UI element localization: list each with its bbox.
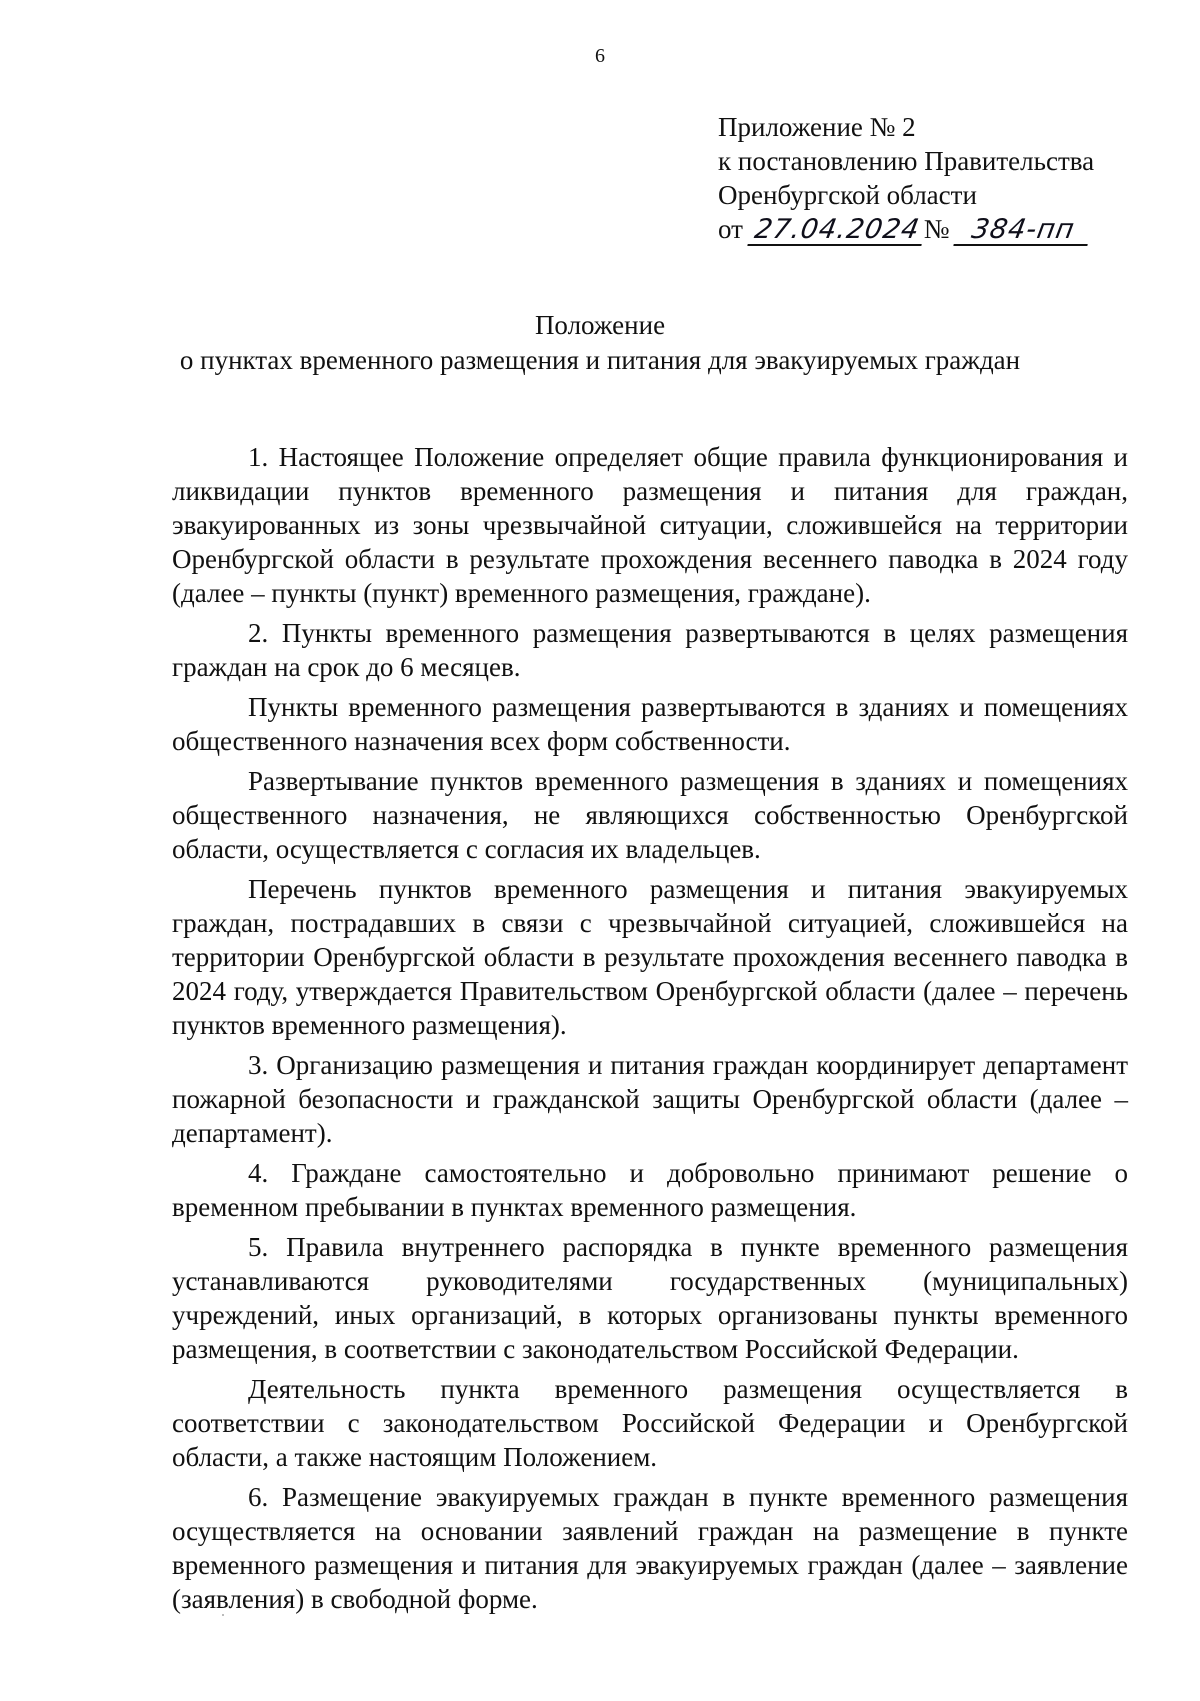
- paragraph-7: 4. Граждане самостоятельно и добровольно принимают решение о временном пребывании в пунктах временного размещения.: [172, 1158, 1128, 1222]
- title-heading: Положение: [534, 310, 666, 340]
- paragraph-3: Пункты временного размещения развертываются в зданиях и помещениях общественного назначения всех форм собственности.: [172, 692, 1128, 756]
- document-title: [0, 308, 1200, 378]
- paragraph-5: Перечень пунктов временного размещения и питания эвакуируемых граждан, пострадавших в связи с чрезвычайной ситуацией, сложившейся на территории Оренбургской области в результате прохождения весеннего паводка в 2024 году, утверждается Правительством Оренбургской области (далее – перечень пунктов временного размещения).: [172, 874, 1128, 1040]
- appendix-date-line: [718, 212, 1158, 246]
- scan-speck: [222, 1614, 224, 1616]
- title-subheading: о пунктах временного размещения и питания для эвакуируемых граждан: [179, 345, 1021, 375]
- date-prefix: от: [718, 214, 743, 244]
- document-body: [172, 440, 1128, 1622]
- paragraph-2: 2. Пункты временного размещения развертываются в целях размещения граждан на срок до 6 месяцев.: [172, 618, 1128, 682]
- paragraph-1: 1. Настоящее Положение определяет общие правила функционирования и ликвидации пунктов временного размещения и питания для граждан, эвакуированных из зоны чрезвычайной ситуации, сложившейся на территории Оренбургской области в результате прохождения весеннего паводка в 2024 году (далее – пункты (пункт) временного размещения, граждане).: [172, 442, 1128, 608]
- number-prefix: №: [923, 214, 950, 244]
- handwritten-date: 27.04.2024: [747, 216, 926, 246]
- paragraph-6: 3. Организацию размещения и питания граждан координирует департамент пожарной безопасности и гражданской защиты Оренбургской области (далее – департамент).: [172, 1050, 1128, 1148]
- appendix-line-3: Оренбургской области: [718, 180, 977, 210]
- appendix-line-1: Приложение № 2: [718, 112, 916, 142]
- handwritten-number: 384-пп: [954, 216, 1093, 246]
- appendix-header: [718, 110, 1158, 246]
- paragraph-8: 5. Правила внутреннего распорядка в пункте временного размещения устанавливаются руководителями государственных (муниципальных) учреждений, иных организаций, в которых организованы пункты временного размещения, в соответствии с законодательством Российской Федерации.: [172, 1232, 1128, 1364]
- paragraph-9: Деятельность пункта временного размещения осуществляется в соответствии с законодательством Российской Федерации и Оренбургской области, а также настоящим Положением.: [172, 1374, 1128, 1472]
- paragraph-4: Развертывание пунктов временного размещения в зданиях и помещениях общественного назначения, не являющихся собственностью Оренбургской области, осуществляется с согласия их владельцев.: [172, 766, 1128, 864]
- page-number: 6: [595, 45, 605, 67]
- paragraph-10: 6. Размещение эвакуируемых граждан в пункте временного размещения осуществляется на основании заявлений граждан на размещение в пункте временного размещения и питания для эвакуируемых граждан (далее – заявление (заявления) в свободной форме.: [172, 1482, 1128, 1614]
- appendix-line-2: к постановлению Правительства: [718, 146, 1095, 176]
